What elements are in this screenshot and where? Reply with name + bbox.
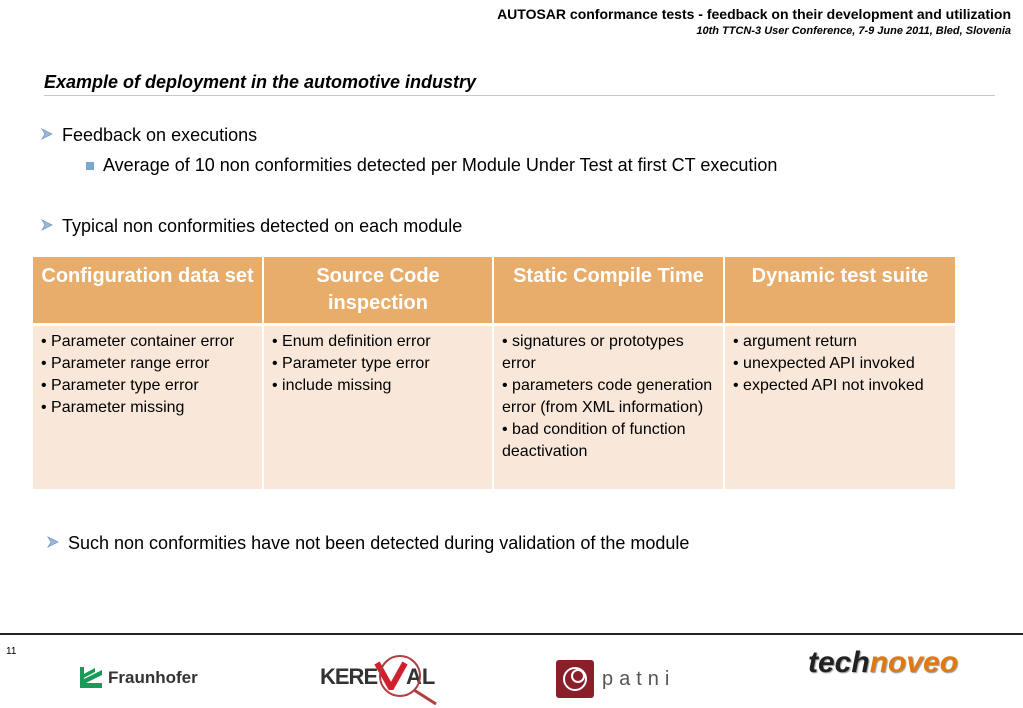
cell-item: • argument return [733,333,857,350]
arrow-bullet-icon [46,533,60,554]
sub-bullet-average [86,155,777,176]
cell-item: • Parameter type error [272,355,430,372]
bullet-typical [40,216,462,237]
column-header: Dynamic test suite [724,257,955,325]
cell-item: • Parameter type error [41,377,199,394]
fraunhofer-fokus-logo [80,665,210,705]
slide-title: Example of deployment in the automotive industry [44,72,477,92]
arrow-bullet-icon [40,125,54,146]
cell-item: • Parameter container error [41,333,235,350]
cell-item: • include missing [272,377,392,394]
square-bullet-icon [86,162,94,170]
cell-item: • parameters code generation error (from XML information) [502,377,713,416]
arrow-bullet-icon [40,216,54,237]
patni-logo [556,660,696,700]
fraunhofer-name: Fraunhofer [108,668,198,687]
technoveo-noveo: noveo [869,646,959,679]
cell-item: • Parameter missing [41,399,185,416]
table-cell-configuration [33,325,263,490]
kereval-logo [318,650,443,706]
conference-paper-title: AUTOSAR conformance tests - feedback on their development and utilization [497,6,1011,22]
technoveo-logo [808,646,993,686]
title-divider [44,95,995,96]
column-header: Configuration data set [33,257,263,325]
cell-item: • unexpected API invoked [733,355,915,372]
bullet-text: Feedback on executions [62,125,258,145]
technoveo-tech: tech [808,646,870,679]
table-cell-dynamic-test [724,325,955,490]
kereval-text-pre: KERE [320,664,378,689]
patni-name: patni [602,668,676,690]
cell-item: • bad condition of function deactivation [502,421,686,460]
column-header: Source Code inspection [263,257,493,325]
fraunhofer-mark-icon [80,667,102,689]
column-header: Static Compile Time [493,257,724,325]
cell-item: • Parameter range error [41,355,210,372]
bullet-such [46,533,689,554]
bullet-feedback [40,125,257,146]
bullet-text: Average of 10 non conformities detected per Module Under Test at first CT execution [103,155,778,175]
conference-subtitle: 10th TTCN-3 User Conference, 7-9 June 2011, Bled, Slovenia [696,25,1011,37]
cell-item: • expected API not invoked [733,377,924,394]
kereval-text-post: AL [406,664,436,689]
patni-mark-icon [556,660,594,698]
table-cell-source-code [263,325,493,490]
table-row [33,325,955,490]
footer-divider [0,633,1023,635]
nonconformity-table [33,257,955,489]
cell-item: • signatures or prototypes error [502,333,684,372]
cell-item: • Enum definition error [272,333,431,350]
bullet-text: Such non conformities have not been detected during validation of the module [68,533,690,553]
table-cell-static-compile [493,325,724,490]
page-number: 11 [6,646,17,657]
table-header-row [33,257,955,325]
magnifier-icon [318,650,443,706]
bullet-text: Typical non conformities detected on each module [62,216,463,236]
